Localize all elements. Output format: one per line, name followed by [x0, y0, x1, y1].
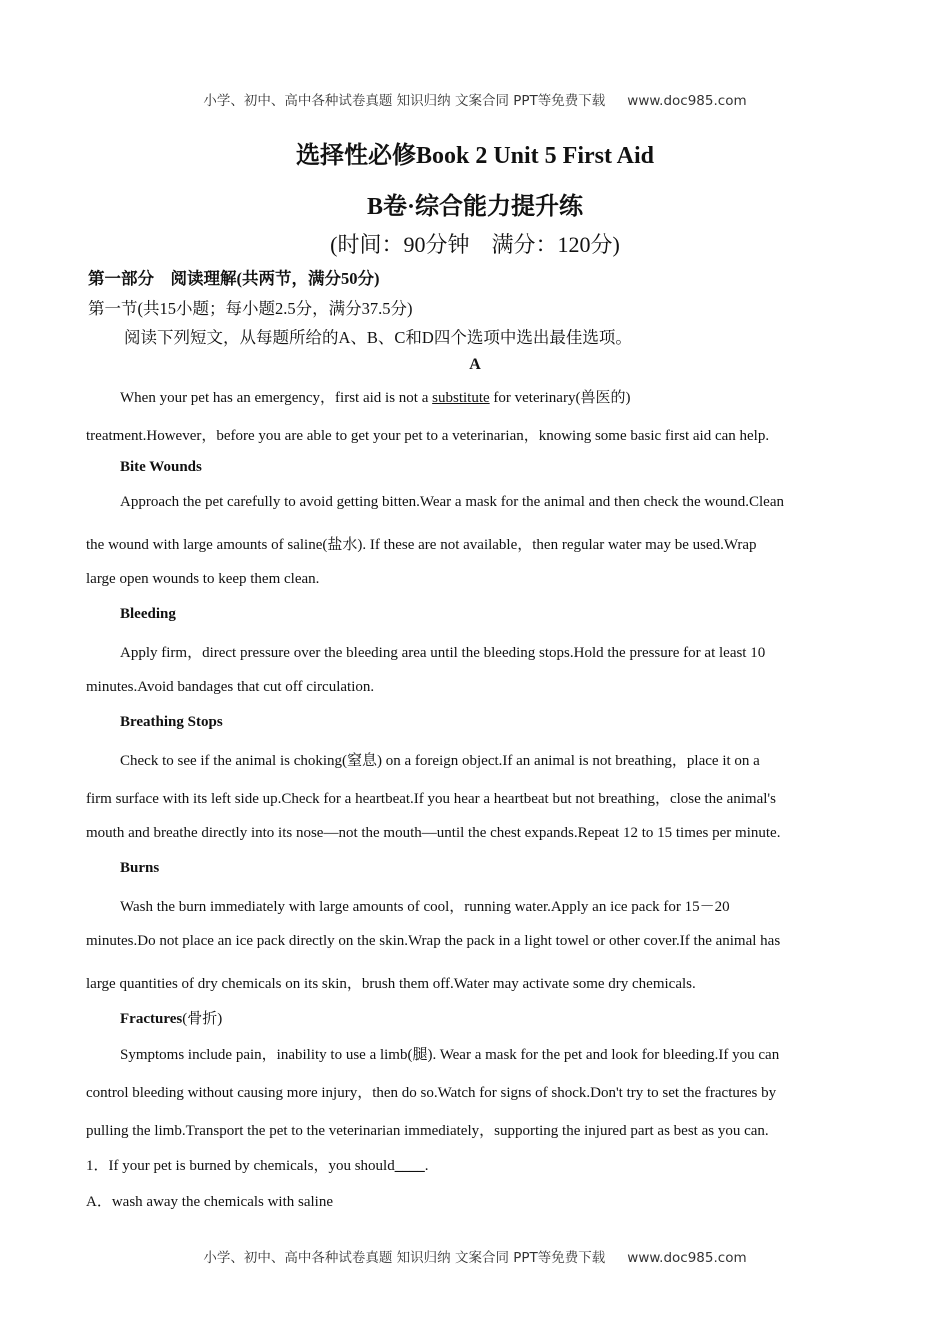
section-heading: 第一节(共15小题；每小题2.5分，满分37.5分): [88, 299, 413, 318]
fractures-heading-text: Fractures: [120, 1011, 183, 1027]
bite-line-2: the wound with large amounts of saline(盐水). If these are not available，then regular water may be used.Wrap: [86, 537, 757, 553]
footer-text: 小学、初中、高中各种试卷真题 知识归纳 文案合同 PPT等免费下载: [203, 1250, 606, 1266]
header-url[interactable]: www.doc985.com: [627, 93, 747, 109]
part-heading: 第一部分 阅读理解(共两节，满分50分): [88, 269, 380, 288]
question-text: 1．If your pet is burned by chemicals，you should: [86, 1158, 395, 1174]
footer-url[interactable]: www.doc985.com: [627, 1250, 747, 1266]
instruction-text: 阅读下列短文，从每题所给的A、B、C和D四个选项中选出最佳选项。: [124, 328, 632, 347]
breathing-line-3: mouth and breathe directly into its nose—not the mouth—until the chest expands.Repeat 12 to 15 times per minute.: [86, 825, 781, 841]
intro-line-2: treatment.However，before you are able to get your pet to a veterinarian，knowing some basic first aid can help.: [86, 428, 770, 444]
page-header: [0, 89, 950, 109]
intro-line-1: [120, 386, 900, 407]
question-text-end: .: [424, 1158, 429, 1174]
fractures-heading: [120, 1007, 900, 1028]
burns-line-1: Wash the burn immediately with large amounts of cool，running water.Apply an ice pack for 15－20: [120, 899, 730, 915]
bite-line-3: large open wounds to keep them clean.: [86, 571, 320, 587]
bleeding-line-1: Apply firm，direct pressure over the bleeding area until the bleeding stops.Hold the pressure for at least 10: [120, 645, 766, 661]
burns-heading: Burns: [120, 860, 160, 876]
time-score-info: (时间：90分钟 满分：120分): [330, 232, 620, 257]
bite-heading: Bite Wounds: [120, 459, 202, 475]
document-subtitle: B卷·综合能力提升练: [366, 194, 583, 220]
page-footer: [0, 1246, 950, 1266]
intro-text: for veterinary(兽医的): [489, 390, 631, 406]
document-title: 选择性必修Book 2 Unit 5 First Aid: [295, 143, 655, 169]
passage-label: A: [469, 356, 481, 373]
fractures-line-3: pulling the limb.Transport the pet to the veterinarian immediately，supporting the injured part as best as you can.: [86, 1123, 769, 1139]
fractures-line-1: Symptoms include pain，inability to use a limb(腿). Wear a mask for the pet and look for bleeding.If you can: [120, 1047, 780, 1063]
fractures-line-2: control bleeding without causing more injury，then do so.Watch for signs of shock.Don't try to set the fractures by: [86, 1085, 777, 1101]
intro-text: When your pet has an emergency，first aid is not a: [120, 390, 433, 406]
header-text: 小学、初中、高中各种试卷真题 知识归纳 文案合同 PPT等免费下载: [203, 93, 606, 109]
question-1-option-a: A．wash away the chemicals with saline: [86, 1194, 334, 1210]
question-1-stem: [86, 1154, 866, 1175]
fractures-heading-note: (骨折): [182, 1011, 223, 1027]
breathing-heading: Breathing Stops: [120, 714, 223, 730]
answer-blank: ____: [394, 1158, 425, 1174]
bite-line-1: Approach the pet carefully to avoid getting bitten.Wear a mask for the animal and then check the wound.Clean: [120, 494, 784, 510]
breathing-line-2: firm surface with its left side up.Check for a heartbeat.If you hear a heartbeat but not breathing，close the animal's: [86, 791, 776, 807]
underlined-word: substitute: [432, 390, 490, 406]
bleeding-line-2: minutes.Avoid bandages that cut off circulation.: [86, 679, 375, 695]
breathing-line-1: Check to see if the animal is choking(窒息) on a foreign object.If an animal is not breathing，place it on a: [120, 753, 760, 769]
burns-line-2: minutes.Do not place an ice pack directly on the skin.Wrap the pack in a light towel or other cover.If the animal has: [86, 933, 781, 949]
bleeding-heading: Bleeding: [120, 606, 176, 622]
burns-line-3: large quantities of dry chemicals on its skin，brush them off.Water may activate some dry chemicals.: [86, 976, 696, 992]
